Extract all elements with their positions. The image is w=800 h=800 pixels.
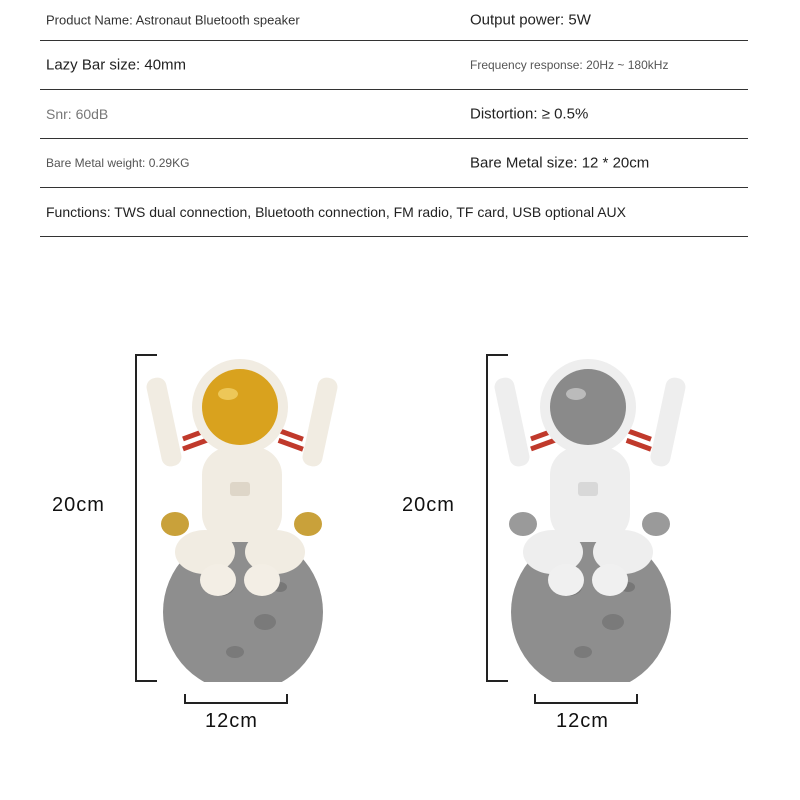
spec-row <box>40 139 748 188</box>
spec-lazy-bar: Lazy Bar size: 40mm <box>46 56 187 74</box>
width-label: 12cm <box>205 710 258 732</box>
spec-output-power: Output power: 5W <box>470 11 591 29</box>
spec-row <box>40 90 748 139</box>
spec-snr: Snr: 60dB <box>46 106 109 122</box>
spec-product-name: Product Name: Astronaut Bluetooth speaker <box>46 12 300 28</box>
spec-row <box>40 0 748 41</box>
spec-distortion: Distortion: ≥ 0.5% <box>470 105 589 123</box>
height-label: 20cm <box>52 494 105 516</box>
width-label: 12cm <box>556 710 609 732</box>
spec-weight: Bare Metal weight: 0.29KG <box>46 156 190 170</box>
spec-row <box>40 41 748 90</box>
spec-functions: Functions: TWS dual connection, Bluetooth connection, FM radio, TF card, USB optional AUX <box>46 204 627 220</box>
spec-frequency: Frequency response: 20Hz ~ 180kHz <box>470 58 669 72</box>
spec-size: Bare Metal size: 12 * 20cm <box>470 154 650 172</box>
astronaut-speaker-gold-image <box>140 352 340 682</box>
gold-visor <box>202 369 278 445</box>
spec-row <box>40 188 748 237</box>
width-bracket <box>534 694 638 704</box>
spec-table <box>40 0 748 237</box>
astronaut-speaker-silver-image <box>488 352 688 682</box>
height-label: 20cm <box>402 494 455 516</box>
width-bracket <box>184 694 288 704</box>
silver-visor <box>550 369 626 445</box>
